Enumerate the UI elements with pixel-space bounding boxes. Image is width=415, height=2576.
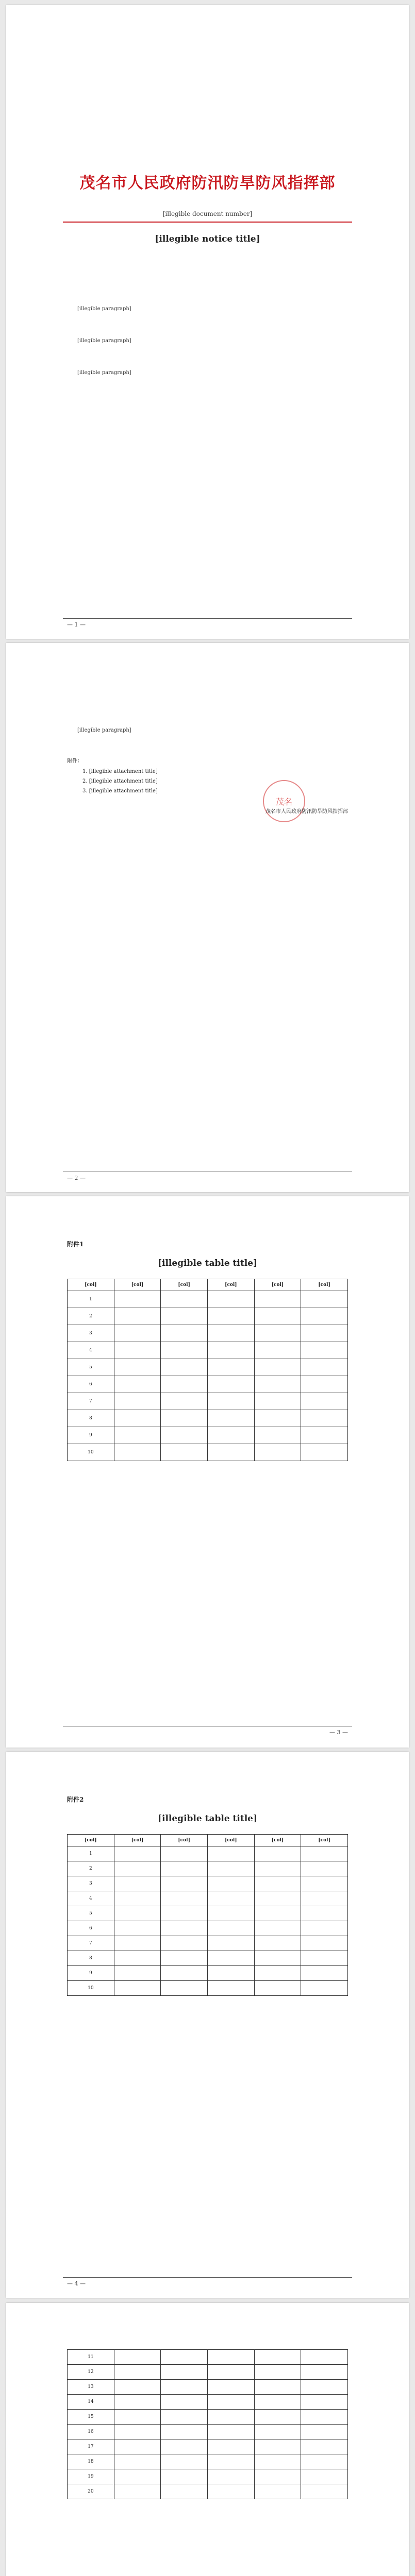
table-cell xyxy=(207,2425,254,2439)
table-row xyxy=(68,1291,348,1308)
table-cell xyxy=(254,1359,301,1376)
table-cell xyxy=(161,1359,208,1376)
table-cell xyxy=(207,1966,254,1981)
table-cell xyxy=(301,1906,348,1921)
table-cell xyxy=(207,2380,254,2395)
footer-rule xyxy=(63,618,352,619)
table-cell xyxy=(207,1876,254,1891)
table-cell xyxy=(114,2484,161,2499)
table-cell xyxy=(114,1846,161,1861)
document-page-4 xyxy=(6,1752,409,2298)
table-cell: 6 xyxy=(68,1921,114,1936)
table-row xyxy=(68,1444,348,1461)
table-cell xyxy=(114,1861,161,1876)
table-row xyxy=(68,1861,348,1876)
table-cell xyxy=(254,2380,301,2395)
table-cell xyxy=(254,1444,301,1461)
table-cell: 18 xyxy=(68,2454,114,2469)
table-cell xyxy=(161,1891,208,1906)
table-cell xyxy=(207,1891,254,1906)
reservoir-responsibility-table xyxy=(67,1279,348,1461)
table-cell xyxy=(161,2439,208,2454)
table-row xyxy=(68,1359,348,1376)
table-cell xyxy=(161,1876,208,1891)
table-row xyxy=(68,1308,348,1325)
table-cell xyxy=(114,1427,161,1444)
embankment-responsibility-table xyxy=(67,1834,348,1996)
table-cell xyxy=(254,1410,301,1427)
table-cell xyxy=(114,2469,161,2484)
table-cell xyxy=(161,2454,208,2469)
table-cell xyxy=(207,1981,254,1996)
attachments-list xyxy=(82,767,158,796)
table-cell xyxy=(301,1921,348,1936)
table-cell: 1 xyxy=(68,1291,114,1308)
table-cell xyxy=(207,1325,254,1342)
table-cell xyxy=(114,1359,161,1376)
table-cell xyxy=(207,1291,254,1308)
table-cell xyxy=(114,1981,161,1996)
table-cell xyxy=(301,2410,348,2425)
table-row xyxy=(68,2380,348,2395)
table-cell xyxy=(254,1906,301,1921)
body-paragraph: [illegible paragraph] xyxy=(77,306,131,312)
table-cell xyxy=(301,1359,348,1376)
table-row xyxy=(68,2439,348,2454)
table-cell xyxy=(161,1861,208,1876)
table-cell xyxy=(207,1444,254,1461)
table-cell xyxy=(254,1921,301,1936)
table-cell xyxy=(114,1906,161,1921)
table-cell: 13 xyxy=(68,2380,114,2395)
table-cell xyxy=(161,1981,208,1996)
table-body xyxy=(68,1291,348,1461)
table-cell xyxy=(114,1393,161,1410)
column-header: [col] xyxy=(207,1279,254,1291)
table-cell xyxy=(207,1861,254,1876)
table-cell xyxy=(254,1981,301,1996)
table-cell xyxy=(207,2469,254,2484)
table-cell: 1 xyxy=(68,1846,114,1861)
table-cell xyxy=(301,1981,348,1996)
table-cell xyxy=(161,2350,208,2365)
table-cell xyxy=(301,1861,348,1876)
table-row xyxy=(68,2395,348,2410)
column-header: [col] xyxy=(68,1279,114,1291)
table-cell xyxy=(207,1410,254,1427)
table-cell xyxy=(114,2395,161,2410)
table-cell xyxy=(114,2380,161,2395)
table-cell xyxy=(254,1308,301,1325)
table-cell xyxy=(161,1291,208,1308)
table-cell: 15 xyxy=(68,2410,114,2425)
table-row xyxy=(68,2425,348,2439)
table-cell xyxy=(254,1936,301,1951)
table-row xyxy=(68,1846,348,1861)
table-cell xyxy=(254,1891,301,1906)
table-cell xyxy=(301,1936,348,1951)
table-cell: 2 xyxy=(68,1308,114,1325)
table-cell xyxy=(207,1308,254,1325)
issuer-header-title: 茂名市人民政府防汛防旱防风指挥部 xyxy=(79,174,336,192)
table-cell: 9 xyxy=(68,1427,114,1444)
table-cell xyxy=(301,1342,348,1359)
table-cell xyxy=(207,1427,254,1444)
table-row xyxy=(68,2365,348,2380)
table-cell xyxy=(301,2439,348,2454)
table-cell xyxy=(114,1308,161,1325)
table-cell: 4 xyxy=(68,1891,114,1906)
table-cell xyxy=(161,1444,208,1461)
table-cell: 7 xyxy=(68,1936,114,1951)
table-cell xyxy=(207,1951,254,1966)
table-row xyxy=(68,1966,348,1981)
table-cell xyxy=(301,1376,348,1393)
table-cell xyxy=(207,1936,254,1951)
table-row xyxy=(68,1325,348,1342)
table-cell: 10 xyxy=(68,1444,114,1461)
table-body xyxy=(68,1846,348,1996)
column-header: [col] xyxy=(68,1835,114,1846)
table-cell: 9 xyxy=(68,1966,114,1981)
header-red-rule xyxy=(63,222,352,223)
body-paragraph: [illegible paragraph] xyxy=(77,338,131,344)
table-row xyxy=(68,1393,348,1410)
footer-rule xyxy=(63,2277,352,2278)
table-cell xyxy=(254,2410,301,2425)
table-cell xyxy=(161,2380,208,2395)
table-cell xyxy=(114,1291,161,1308)
table-row xyxy=(68,1906,348,1921)
column-header: [col] xyxy=(254,1835,301,1846)
table-row xyxy=(68,2484,348,2499)
table-cell xyxy=(254,1393,301,1410)
table-cell xyxy=(114,2454,161,2469)
document-page-1 xyxy=(6,5,409,639)
attachment-item: 2. [illegible attachment title] xyxy=(82,778,158,784)
table-cell xyxy=(254,1951,301,1966)
table-cell xyxy=(254,1876,301,1891)
column-header: [col] xyxy=(207,1835,254,1846)
table-cell xyxy=(207,2365,254,2380)
table-cell xyxy=(114,2425,161,2439)
page-number: — 4 — xyxy=(67,2280,86,2287)
table-cell xyxy=(161,2365,208,2380)
table-cell xyxy=(207,2350,254,2365)
table-cell xyxy=(114,1921,161,1936)
table-cell xyxy=(301,1393,348,1410)
table-cell: 6 xyxy=(68,1376,114,1393)
table-row xyxy=(68,1981,348,1996)
table-row xyxy=(68,1427,348,1444)
attachment-label: 附件1 xyxy=(67,1241,84,1248)
table-title: [illegible table title] xyxy=(157,1814,258,1824)
table-cell xyxy=(161,1921,208,1936)
column-header: [col] xyxy=(161,1279,208,1291)
table-cell xyxy=(301,2454,348,2469)
table-cell xyxy=(254,2469,301,2484)
table-cell xyxy=(301,2469,348,2484)
table-cell: 3 xyxy=(68,1325,114,1342)
table-cell xyxy=(254,1427,301,1444)
table-cell: 2 xyxy=(68,1861,114,1876)
table-cell xyxy=(161,2395,208,2410)
table-cell xyxy=(114,1891,161,1906)
table-cell: 8 xyxy=(68,1410,114,1427)
column-header: [col] xyxy=(114,1279,161,1291)
table-cell: 10 xyxy=(68,1981,114,1996)
table-cell xyxy=(114,1951,161,1966)
table-cell xyxy=(254,2365,301,2380)
table-cell xyxy=(301,2484,348,2499)
table-cell xyxy=(114,1376,161,1393)
table-row xyxy=(68,2410,348,2425)
table-cell: 14 xyxy=(68,2395,114,2410)
table-cell xyxy=(301,2380,348,2395)
table-cell xyxy=(301,1410,348,1427)
table-cell xyxy=(301,1291,348,1308)
table-cell xyxy=(161,1376,208,1393)
table-cell xyxy=(114,1325,161,1342)
document-number: [illegible document number] xyxy=(162,210,253,217)
table-cell xyxy=(254,1861,301,1876)
table-cell xyxy=(161,2469,208,2484)
table-cell: 20 xyxy=(68,2484,114,2499)
table-cell xyxy=(114,1410,161,1427)
table-cell xyxy=(114,1342,161,1359)
table-cell xyxy=(301,1308,348,1325)
table-cell xyxy=(301,1876,348,1891)
table-cell xyxy=(161,1325,208,1342)
table-body xyxy=(68,2350,348,2499)
table-cell xyxy=(161,1846,208,1861)
table-cell xyxy=(114,1876,161,1891)
table-cell xyxy=(161,1951,208,1966)
table-row xyxy=(68,1891,348,1906)
table-cell: 17 xyxy=(68,2439,114,2454)
column-header: [col] xyxy=(161,1835,208,1846)
table-row xyxy=(68,2454,348,2469)
table-cell xyxy=(161,1427,208,1444)
page-number: — 2 — xyxy=(67,1175,86,1181)
table-cell xyxy=(161,2425,208,2439)
table-cell xyxy=(114,1936,161,1951)
table-cell xyxy=(254,2350,301,2365)
column-header: [col] xyxy=(301,1279,348,1291)
document-page-5 xyxy=(6,2303,409,2576)
table-cell xyxy=(301,2395,348,2410)
notice-title: [illegible notice title] xyxy=(155,234,260,244)
table-row xyxy=(68,1936,348,1951)
table-cell xyxy=(301,1966,348,1981)
table-cell xyxy=(161,1308,208,1325)
issuer-signature: 茂名市人民政府防汛防旱防风指挥部 xyxy=(265,809,348,815)
table-cell xyxy=(207,1376,254,1393)
table-cell xyxy=(161,1393,208,1410)
table-cell xyxy=(161,2410,208,2425)
attachment-item: 3. [illegible attachment title] xyxy=(82,788,158,794)
column-header: [col] xyxy=(114,1835,161,1846)
table-title: [illegible table title] xyxy=(157,1258,258,1268)
table-cell: 11 xyxy=(68,2350,114,2365)
table-row xyxy=(68,1876,348,1891)
table-cell xyxy=(161,1966,208,1981)
page-number: — 1 — xyxy=(67,621,86,628)
table-row xyxy=(68,1410,348,1427)
table-cell xyxy=(161,1936,208,1951)
table-cell xyxy=(207,1906,254,1921)
table-cell xyxy=(254,2454,301,2469)
table-cell xyxy=(301,2365,348,2380)
seal-text: 茂名 xyxy=(275,796,292,807)
attachments-label: 附件： xyxy=(67,758,82,764)
attachment-label: 附件2 xyxy=(67,1796,84,1803)
document-page-3 xyxy=(6,1196,409,1748)
table-cell xyxy=(301,1444,348,1461)
table-cell xyxy=(254,1966,301,1981)
table-cell xyxy=(161,1410,208,1427)
table-cell xyxy=(207,1359,254,1376)
table-cell xyxy=(301,2350,348,2365)
table-row xyxy=(68,1951,348,1966)
table-cell xyxy=(207,1846,254,1861)
table-cell xyxy=(254,2395,301,2410)
table-cell xyxy=(207,2439,254,2454)
table-header-row xyxy=(68,1835,348,1846)
table-cell xyxy=(207,2395,254,2410)
table-cell: 5 xyxy=(68,1359,114,1376)
table-cell xyxy=(161,1906,208,1921)
table-row xyxy=(68,1921,348,1936)
table-cell: 7 xyxy=(68,1393,114,1410)
table-cell: 4 xyxy=(68,1342,114,1359)
table-cell xyxy=(161,2484,208,2499)
table-cell xyxy=(114,1966,161,1981)
table-cell xyxy=(207,1921,254,1936)
table-cell xyxy=(161,1342,208,1359)
document-page-2 xyxy=(6,643,409,1192)
table-cell xyxy=(301,1846,348,1861)
table-row xyxy=(68,2350,348,2365)
table-cell xyxy=(301,1951,348,1966)
table-cell xyxy=(301,2425,348,2439)
table-cell xyxy=(254,2425,301,2439)
table-cell: 5 xyxy=(68,1906,114,1921)
table-cell xyxy=(254,1376,301,1393)
table-row xyxy=(68,1342,348,1359)
table-cell: 3 xyxy=(68,1876,114,1891)
table-cell xyxy=(254,1325,301,1342)
table-header-row xyxy=(68,1279,348,1291)
table-cell xyxy=(254,1291,301,1308)
table-cell xyxy=(207,2454,254,2469)
body-paragraph: [illegible paragraph] xyxy=(77,370,131,376)
table-cell: 12 xyxy=(68,2365,114,2380)
column-header: [col] xyxy=(254,1279,301,1291)
table-cell xyxy=(207,2410,254,2425)
embankment-responsibility-table-continued xyxy=(67,2349,348,2499)
table-cell: 8 xyxy=(68,1951,114,1966)
table-cell xyxy=(301,1325,348,1342)
table-cell xyxy=(301,1427,348,1444)
table-cell xyxy=(207,2484,254,2499)
table-cell xyxy=(207,1393,254,1410)
table-cell: 19 xyxy=(68,2469,114,2484)
table-cell xyxy=(254,2484,301,2499)
table-cell xyxy=(254,1846,301,1861)
table-cell xyxy=(207,1342,254,1359)
table-cell xyxy=(114,2365,161,2380)
table-cell xyxy=(114,2439,161,2454)
table-row xyxy=(68,1376,348,1393)
table-cell xyxy=(114,1444,161,1461)
table-row xyxy=(68,2469,348,2484)
table-cell xyxy=(254,1342,301,1359)
attachment-item: 1. [illegible attachment title] xyxy=(82,769,158,774)
body-paragraph: [illegible paragraph] xyxy=(77,727,131,733)
page-number: — 3 — xyxy=(329,1729,348,1736)
table-cell xyxy=(301,1891,348,1906)
table-cell: 16 xyxy=(68,2425,114,2439)
table-cell xyxy=(114,2350,161,2365)
table-cell xyxy=(254,2439,301,2454)
table-cell xyxy=(114,2410,161,2425)
column-header: [col] xyxy=(301,1835,348,1846)
